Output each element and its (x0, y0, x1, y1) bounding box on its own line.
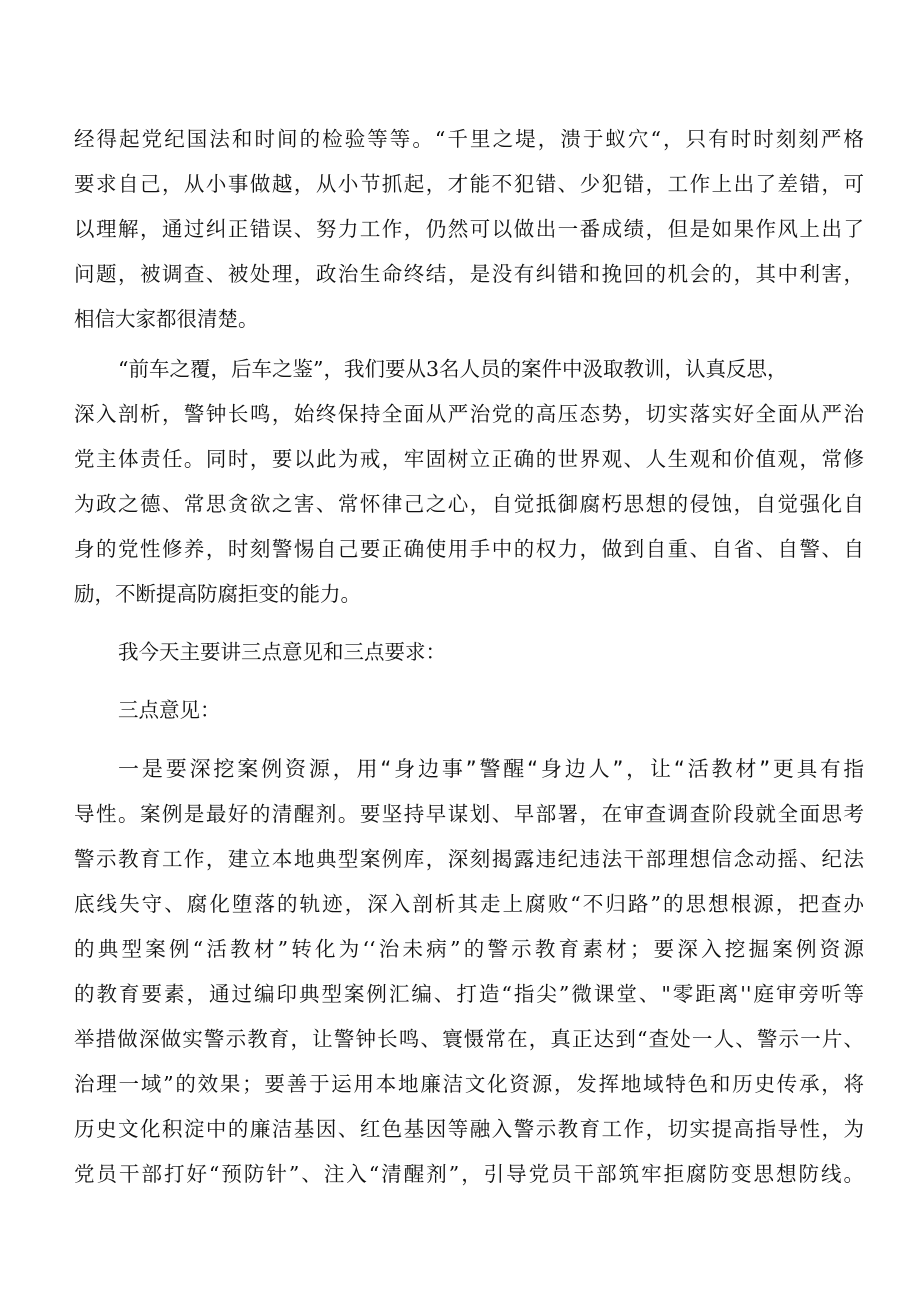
text-line: 相信大家都很清楚。 (74, 307, 259, 331)
text-line: 深入剖析，警钟长鸣，始终保持全面从严治党的高压态势，切实落实好全面从严治 (74, 402, 864, 426)
text-line: 党主体责任。同时，要以此为戒，牢固树立正确的世界观、人生观和价值观，常修 (74, 447, 864, 471)
text-line: 以理解，通过纠正错误、努力工作，仍然可以做出一番成绩，但是如果作风上出了 (74, 217, 864, 241)
text-line: 历史文化积淀中的廉洁基因、红色基因等融入警示教育工作，切实提高指导性，为 (74, 1117, 864, 1141)
paragraph-4 (74, 688, 864, 733)
text-line: 问题，被调查、被处理，政治生命终结，是没有纠错和挽回的机会的，其中利害， (74, 262, 864, 286)
lead-heading: 一是要深挖案例资源，用“身边事”警醒“身边人”，让“活教材”更 (118, 757, 797, 781)
lead-tail: 具有指 (796, 757, 865, 781)
text-line: 底线失守、腐化堕落的轨迹，深入剖析其走上腐败“不归路”的思想根源，把查办 (74, 892, 864, 916)
text-line: 举措做深做实警示教育，让警钟长鸣、寰慑常在，真正达到“查处一人、警示一片、 (74, 1027, 864, 1051)
text-line-lead (74, 747, 864, 792)
text-line: 我今天主要讲三点意见和三点要求： (118, 640, 446, 664)
text-line: 的教育要素，通过编印典型案例汇编、打造“指尖”微课堂、"零距离''庭审旁听等 (74, 982, 864, 1006)
paragraph-3 (74, 630, 864, 675)
paragraph-5 (74, 747, 864, 1197)
text-line: 党员干部打好“预防针”、注入“清醒剂”，引导党员干部筑牢拒腐防变思想防线。 (74, 1162, 864, 1186)
text-line: 要求自己，从小事做越，从小节抓起，才能不犯错、少犯错，工作上出了差错，可 (74, 172, 864, 196)
text-line: 警示教育工作，建立本地典型案例库，深刻揭露违纪违法干部理想信念动摇、纪法 (74, 847, 864, 871)
text-line: 为政之德、常思贪欲之害、常怀律己之心，自觉抵御腐朽思想的侵蚀，自觉强化自 (74, 492, 864, 516)
text-line: 三点意见： (118, 698, 221, 722)
text-line: 治理一域”的效果；要善于运用本地廉洁文化资源，发挥地域特色和历史传承，将 (74, 1072, 864, 1096)
paragraph-1 (74, 117, 864, 342)
text-line: “前车之覆，后车之鉴”，我们要从3名人员的案件中汲取教训，认真反思， (118, 357, 788, 381)
text-line: 导性。案例是最好的清醒剂。要坚持早谋划、早部署，在审查调查阶段就全面思考 (74, 802, 864, 826)
text-line: 经得起党纪国法和时间的检验等等。“千里之堤，溃于蚁穴“，只有时时刻刻严格 (74, 127, 864, 151)
text-line: 励，不断提高防腐拒变的能力。 (74, 582, 361, 606)
paragraph-2 (74, 347, 864, 617)
text-line: 的典型案例“活教材”转化为‘‘治未病”的警示教育素材；要深入挖掘案例资源 (74, 937, 864, 961)
text-line: 身的党性修养，时刻警惕自己要正确使用手中的权力，做到自重、自省、自警、自 (74, 537, 864, 561)
